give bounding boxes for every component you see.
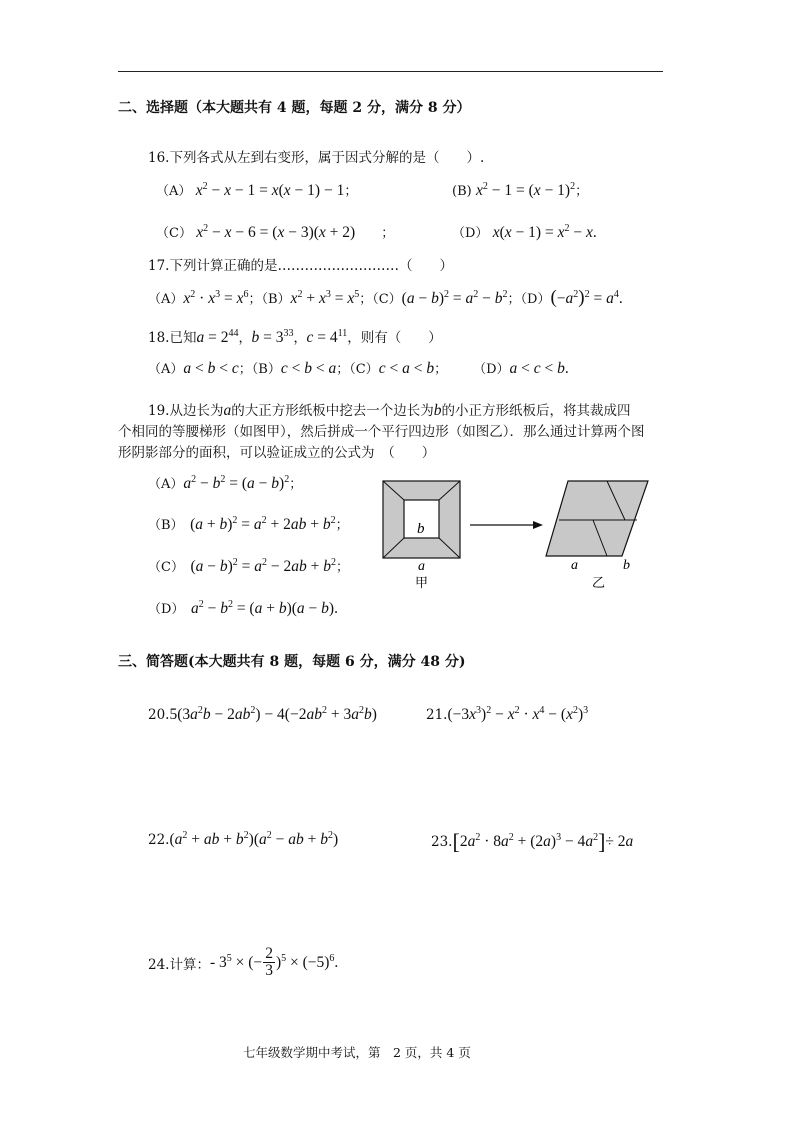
q19-option-c: （C） $(a - b)^2 = a^2 - 2ab + b^2$；: [148, 557, 350, 575]
q16-option-b-label: (B): [452, 184, 472, 199]
page-footer: 七年级数学期中考试，第 2 页，共 4 页: [243, 1045, 471, 1060]
q23: $23.[2a^2 \cdot 8a^2 + (2a)^3 - 4a^2]\div 2a$: [431, 829, 634, 854]
figure-jia-caption: 甲: [415, 576, 429, 591]
q19-line2: 个相同的等腰梯形（如图甲），然后拼成一个平行四边形（如图乙）．那么通过计算两个图: [118, 424, 645, 440]
q16-option-d: [452, 222, 597, 242]
figure-yi-parallelogram: [546, 481, 648, 591]
q19-option-b: （B） $(a + b)^2 = a^2 + 2ab + b^2$；: [148, 515, 349, 533]
q16-option-c-formula: $x^2 - x - 6 = (x - 3)(x + 2)$: [196, 223, 356, 241]
figure-yi-caption: 乙: [592, 576, 606, 591]
section-answer-header: 三、简答题(本大题共有 8 题，每题 6 分，满分 48 分): [118, 654, 466, 670]
q19-line3: 形阴影部分的面积，可以验证成立的公式为 （ ）: [118, 445, 436, 461]
q17-options: $(A)x^2 \cdot x^3 = x^6$；$(B)x^2 + x^3 = x^5$；$(C)(a - b)^2 = a^2 - b^2$；$(D)(-a^2)^2 = a^4$.: [148, 287, 623, 308]
q24: 24.计算：- $3^5$ × (− $\frac{2}{3}$ )$^5 \times (-5)^6$.: [148, 945, 339, 980]
q19-option-a: $(A)a^2 - b^2 = (a - b)^2$；: [148, 474, 303, 492]
figure-jia-b-label: b: [417, 521, 425, 537]
q16-option-a: （A） $x^2 - x - 1 = x(x - 1) - 1$；: [156, 181, 358, 199]
q16-option-c: （C） $x^2 - x - 6 = (x - 3)(x + 2)$ ；: [156, 223, 395, 241]
q19-line1: 19.从边长为a的大正方形纸板中挖去一个边长为b的小正方形纸板后，将其裁成四: [148, 402, 631, 419]
q22: $22.(a^2$ + ab + $b^2)(a^2$ − ab + $b^2$): [148, 830, 339, 848]
q16-stem: 16.下列各式从左到右变形，属于因式分解的是（ ）.: [148, 150, 485, 166]
q16-option-d-label: （D）: [452, 226, 489, 241]
q16-option-d-formula: $x(x - 1) = x^2 - x$.: [492, 223, 597, 241]
q17-stem: 17.下列计算正确的是………………………（ ）: [148, 258, 453, 274]
q16-option-c-label: （C）: [156, 226, 192, 241]
section-choice-header: 二、选择题（本大题共有 4 题，每题 2 分，满分 8 分）: [118, 100, 471, 116]
q16-option-a-formula: $x^2 - x - 1 = x(x - 1) - 1$: [195, 181, 345, 199]
figure-yi-a-label: a: [571, 558, 578, 573]
q18-stem: 18.已知$a = 2^{44}$，$b = 3^{33}$，$c = 4^{11}$，则有（ ）: [148, 328, 442, 346]
q19-figure: [375, 476, 675, 596]
fraction-two-thirds: $\frac{2}{3}$: [265, 945, 273, 980]
q16-option-b-formula: $x^2 - 1 = (x - 1)^2$: [476, 181, 576, 199]
q18-options: （A）a < b < c；（B）c < b < a；（C）c < a < b； （D）a < c < b.: [148, 360, 569, 377]
q19-option-d: （D） $a^2 - b^2 = (a + b)(a - b)$.: [148, 599, 338, 617]
figure-jia-a-label: a: [418, 559, 425, 574]
figure-jia-square: [383, 481, 460, 591]
q16-option-b: (B) $x^2 - 1 = (x - 1)^2$；: [452, 181, 589, 199]
q20: $20.5(3a^2b - 2ab^2) - 4(-2ab^2 + 3a^2b)$: [148, 705, 377, 723]
arrow-icon: [470, 521, 543, 529]
top-rule: [118, 71, 663, 72]
q21: $21.(-3x^3)^2 - x^2 \cdot x^4 - (x^2)^3$: [426, 705, 589, 723]
q16-option-a-label: （A）: [156, 184, 192, 199]
figure-yi-b-label: b: [623, 558, 630, 573]
